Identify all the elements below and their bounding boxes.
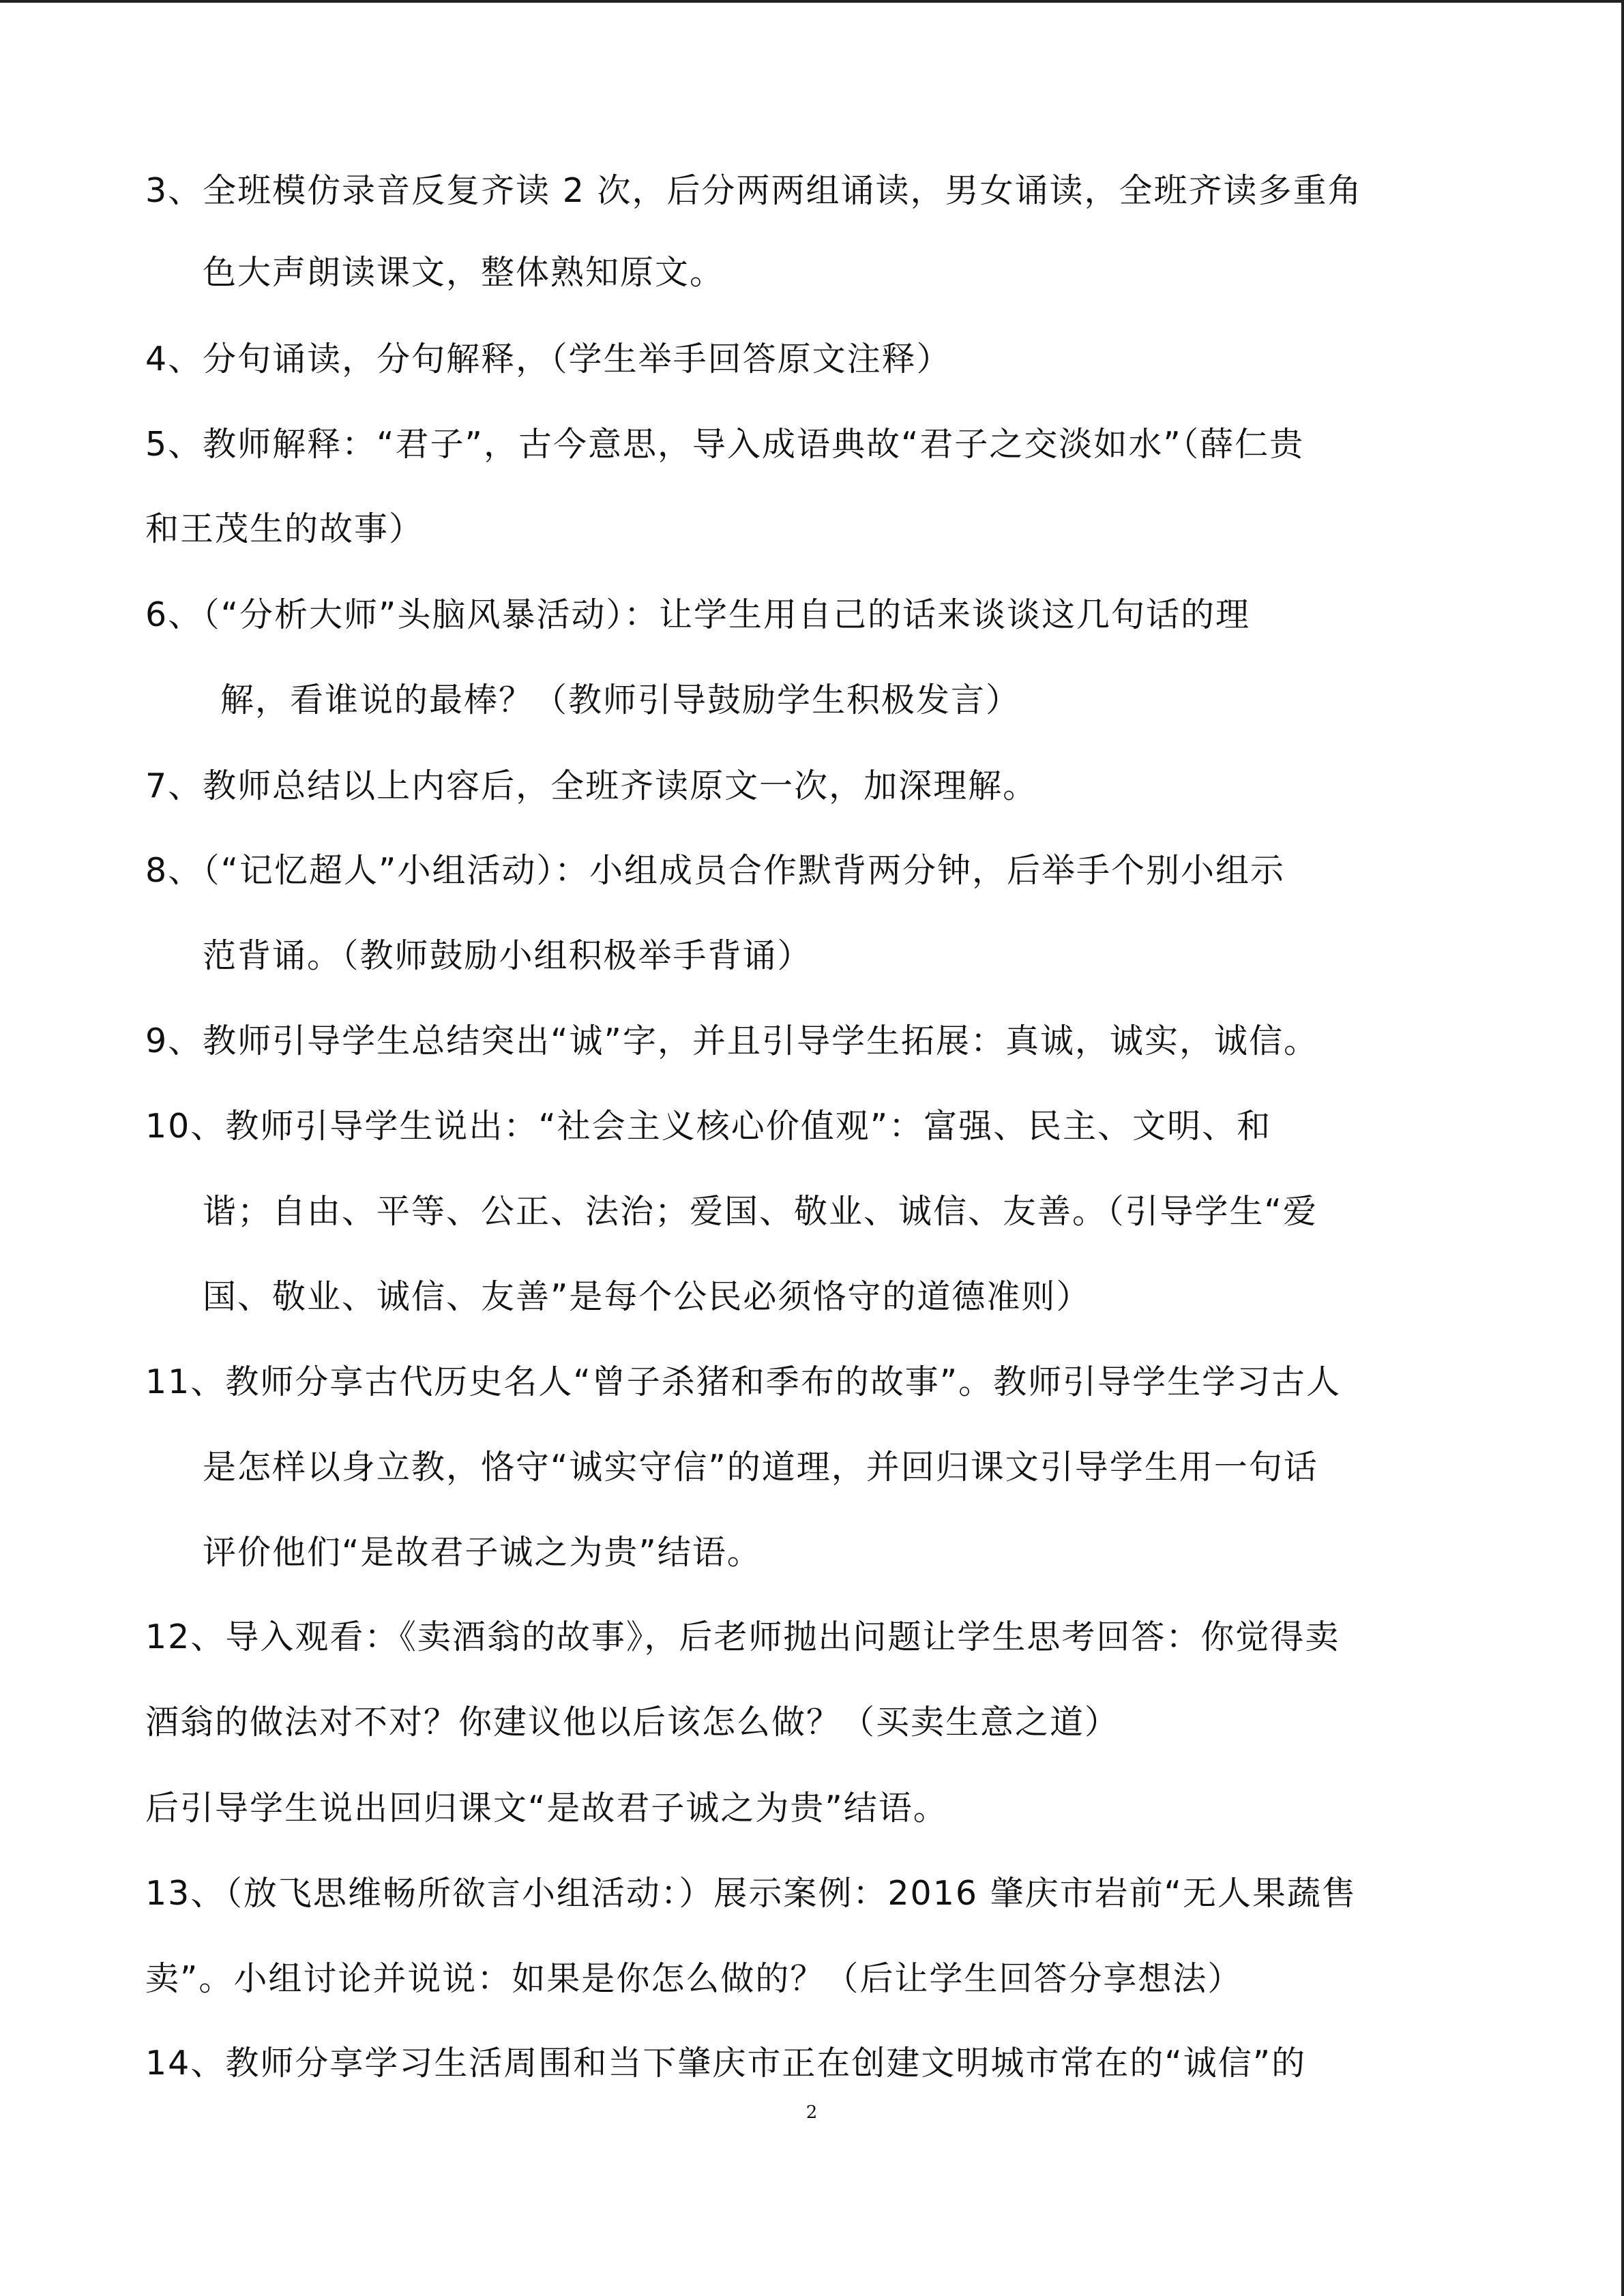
text-line-item-13: 13、（放飞思维畅所欲言小组活动：）展示案例：2016 肇庆市岩前“无人果蔬售 xyxy=(145,1874,1357,1913)
text-line-item-6-cont: 解，看谁说的最棒？（教师引导鼓励学生积极发言） xyxy=(220,681,1021,719)
text-line-item-10-cont-2: 国、敬业、诚信、友善”是每个公民必须恪守的道德准则） xyxy=(203,1277,1091,1316)
text-line-item-3-cont: 色大声朗读课文，整体熟知原文。 xyxy=(203,253,725,292)
text-line-item-12-cont-1: 酒翁的做法对不对？你建议他以后该怎么做？（买卖生意之道） xyxy=(145,1703,1120,1742)
text-line-item-10: 10、教师引导学生说出：“社会主义核心价值观”：富强、民主、文明、和 xyxy=(145,1107,1272,1146)
text-line-item-13-cont: 卖”。小组讨论并说说：如果是你怎么做的？（后让学生回答分享想法） xyxy=(145,1959,1243,1998)
text-line-item-3: 3、全班模仿录音反复齐读 2 次，后分两两组诵读，男女诵读，全班齐读多重角 xyxy=(145,171,1363,210)
text-line-item-11: 11、教师分享古代历史名人“曾子杀猪和季布的故事”。教师引导学生学习古人 xyxy=(145,1362,1342,1401)
text-line-item-5-cont: 和王茂生的故事） xyxy=(145,509,424,548)
text-line-item-11-cont-1: 是怎样以身立教，恪守“诚实守信”的道理，并回归课文引导学生用一句话 xyxy=(203,1448,1318,1487)
text-line-item-10-cont-1: 谐；自由、平等、公正、法治；爱国、敬业、诚信、友善。（引导学生“爱 xyxy=(203,1192,1318,1231)
text-line-item-8-cont: 范背诵。（教师鼓励小组积极举手背诵） xyxy=(203,936,812,975)
page-number: 2 xyxy=(806,2102,818,2123)
text-line-item-12: 12、导入观看：《卖酒翁的故事》，后老师抛出问题让学生思考回答：你觉得卖 xyxy=(145,1617,1340,1656)
text-line-item-11-cont-2: 评价他们“是故君子诚之为贵”结语。 xyxy=(203,1533,762,1572)
text-line-item-14: 14、教师分享学习生活周围和当下肇庆市正在创建文明城市常在的“诚信”的 xyxy=(145,2044,1307,2083)
text-line-item-5: 5、教师解释：“君子”，古今意思，导入成语典故“君子之交淡如水”（薛仁贵 xyxy=(145,425,1305,464)
text-line-item-6: 6、（“分析大师”头脑风暴活动）：让学生用自己的话来谈谈这几句话的理 xyxy=(145,595,1250,634)
text-line-item-12-cont-2: 后引导学生说出回归课文“是故君子诚之为贵”结语。 xyxy=(145,1789,948,1828)
text-line-item-4: 4、分句诵读，分句解释，（学生举手回答原文注释） xyxy=(145,340,951,378)
text-line-item-7: 7、教师总结以上内容后，全班齐读原文一次，加深理解。 xyxy=(145,766,1038,805)
text-line-item-8: 8、（“记忆超人”小组活动）：小组成员合作默背两分钟，后举手个别小组示 xyxy=(145,851,1285,890)
text-line-item-9: 9、教师引导学生总结突出“诚”字，并且引导学生拓展：真诚，诚实，诚信。 xyxy=(145,1022,1318,1060)
